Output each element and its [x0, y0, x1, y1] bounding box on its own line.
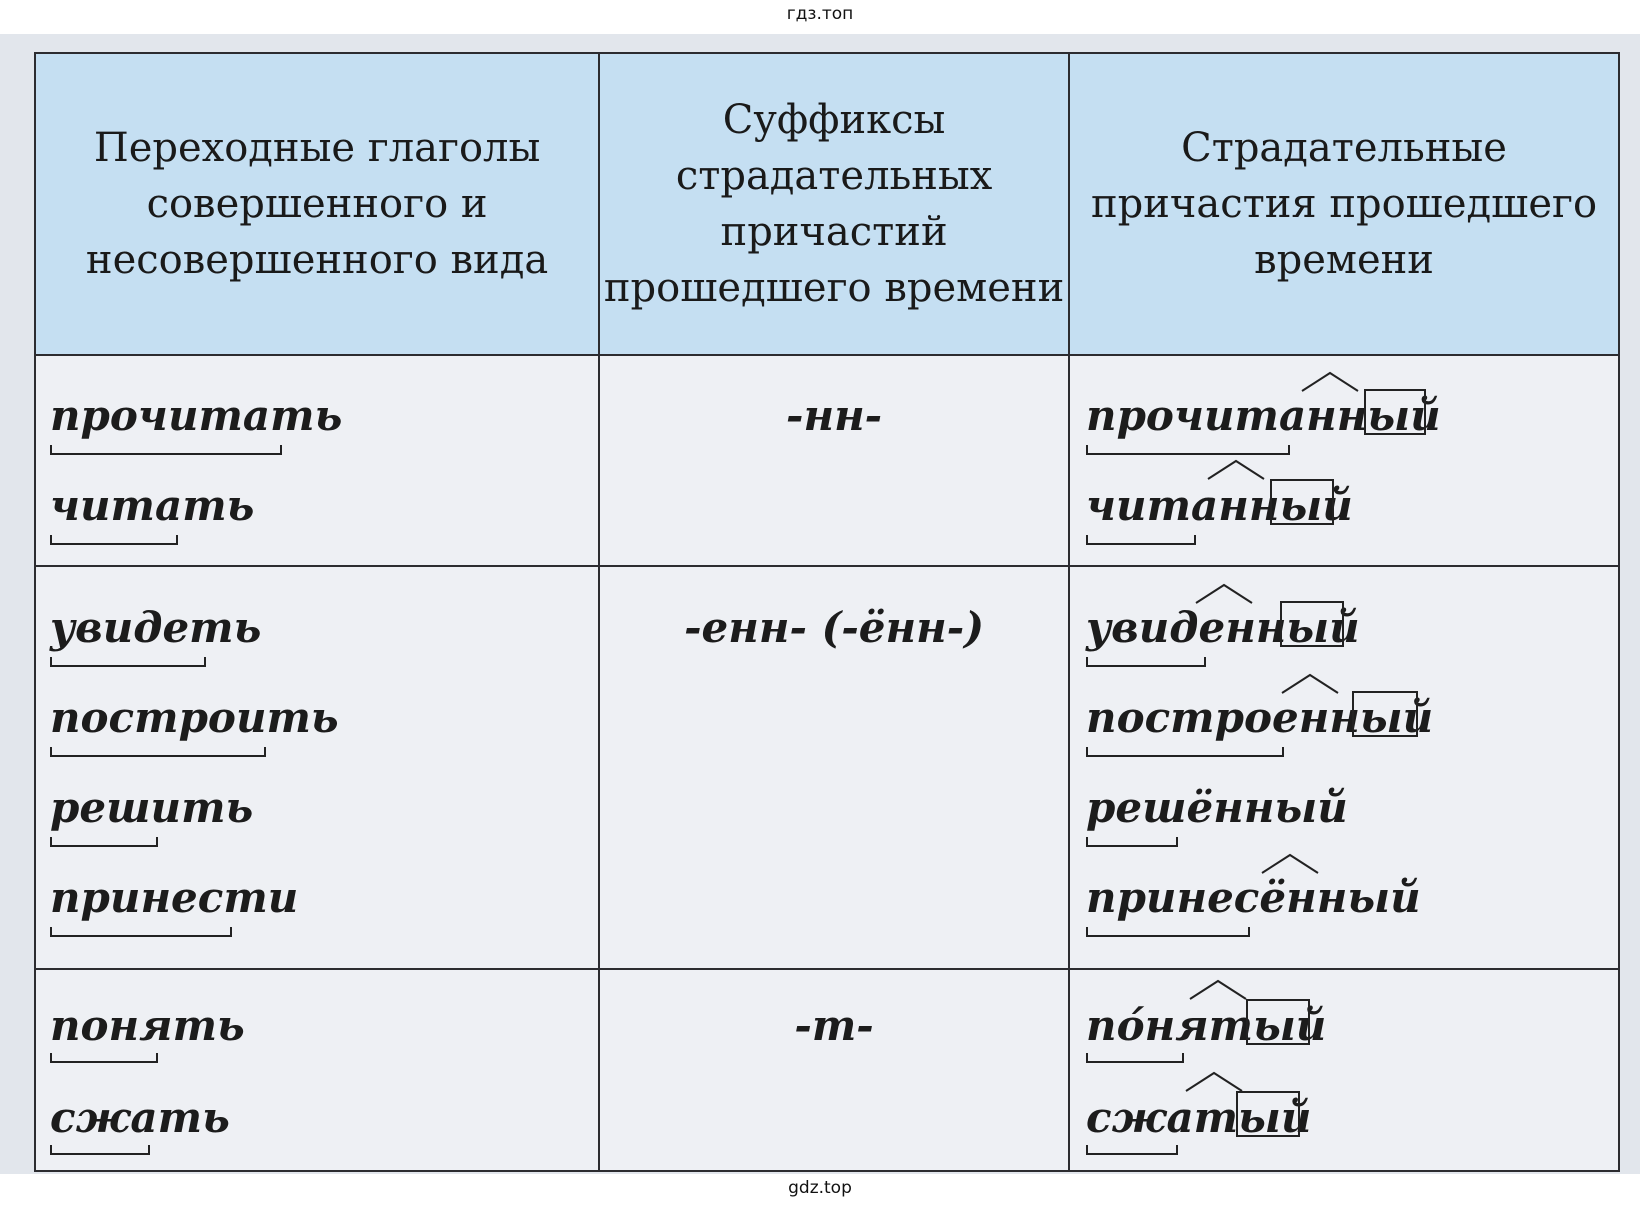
ending-box [1236, 1091, 1300, 1137]
suffix-label: -енн- (-ённ-) [684, 603, 985, 653]
stem-mark [50, 445, 282, 455]
ending-box [1270, 479, 1334, 525]
participle-word: сжатый [1086, 1092, 1312, 1142]
verb-word: принести [50, 873, 299, 923]
suffix-mark-icon [1206, 459, 1266, 481]
suffix-label: -т- [794, 1000, 874, 1050]
participle-word: прочитанный [1086, 391, 1441, 441]
verbs-cell [35, 566, 599, 969]
stem-mark [1086, 445, 1290, 455]
participle-word: по́нятый [1086, 1000, 1327, 1050]
participle-word: решённый [1086, 783, 1348, 833]
stem-mark [50, 747, 266, 757]
verb-word: решить [50, 783, 254, 833]
stem-mark [50, 1145, 150, 1155]
suffix-cell [599, 566, 1069, 969]
participles-cell [1069, 969, 1619, 1171]
watermark-top: гдз.топ [786, 4, 854, 24]
verb-word: прочитать [50, 391, 343, 441]
suffix-mark-icon [1194, 583, 1254, 605]
suffix-cell [599, 355, 1069, 566]
suffix-mark-icon [1184, 1071, 1244, 1093]
stem-mark [50, 837, 158, 847]
stem-mark [1086, 535, 1196, 545]
verb-word: увидеть [50, 603, 262, 653]
suffix-mark-icon [1188, 979, 1248, 1001]
verb-word: понять [50, 1000, 245, 1050]
stem-mark [1086, 927, 1250, 937]
ending-box [1364, 389, 1426, 435]
suffix-cell [599, 969, 1069, 1171]
header-suffixes: Суффиксы страдательных причастий прошедшего времени [599, 53, 1069, 355]
stem-mark [50, 535, 178, 545]
participle-word: читанный [1086, 481, 1353, 531]
verb-word: построить [50, 693, 339, 743]
suffix-mark-icon [1260, 853, 1320, 875]
participle-table [34, 52, 1620, 1172]
group-row-enn [35, 566, 1619, 969]
suffix-mark-icon [1300, 371, 1360, 393]
stem-mark [50, 927, 232, 937]
stem-mark [1086, 1053, 1184, 1063]
stem-mark [50, 657, 206, 667]
participle-word: принесённый [1086, 873, 1421, 923]
header-participles: Страдательные причастия прошедшего времени [1069, 53, 1619, 355]
stem-mark [1086, 747, 1284, 757]
ending-box [1246, 999, 1310, 1045]
ending-box [1280, 601, 1344, 647]
participles-cell [1069, 355, 1619, 566]
participle-word: увиденный [1086, 603, 1360, 653]
stem-mark [1086, 1145, 1178, 1155]
verbs-cell [35, 355, 599, 566]
verb-word: читать [50, 481, 255, 531]
header-row [35, 53, 1619, 355]
stem-mark [50, 1053, 158, 1063]
ending-box [1352, 691, 1418, 737]
suffix-mark-icon [1280, 673, 1340, 695]
watermark-bottom: gdz.top [788, 1178, 852, 1198]
participles-cell [1069, 566, 1619, 969]
verb-word: сжать [50, 1092, 230, 1142]
participle-word: построенный [1086, 693, 1434, 743]
suffix-label: -нн- [786, 391, 883, 441]
stem-mark [1086, 837, 1178, 847]
group-row-nn [35, 355, 1619, 566]
header-verbs: Переходные глаголы совершенного и несовершенного вида [35, 53, 599, 355]
group-row-t [35, 969, 1619, 1171]
verbs-cell [35, 969, 599, 1171]
stem-mark [1086, 657, 1206, 667]
